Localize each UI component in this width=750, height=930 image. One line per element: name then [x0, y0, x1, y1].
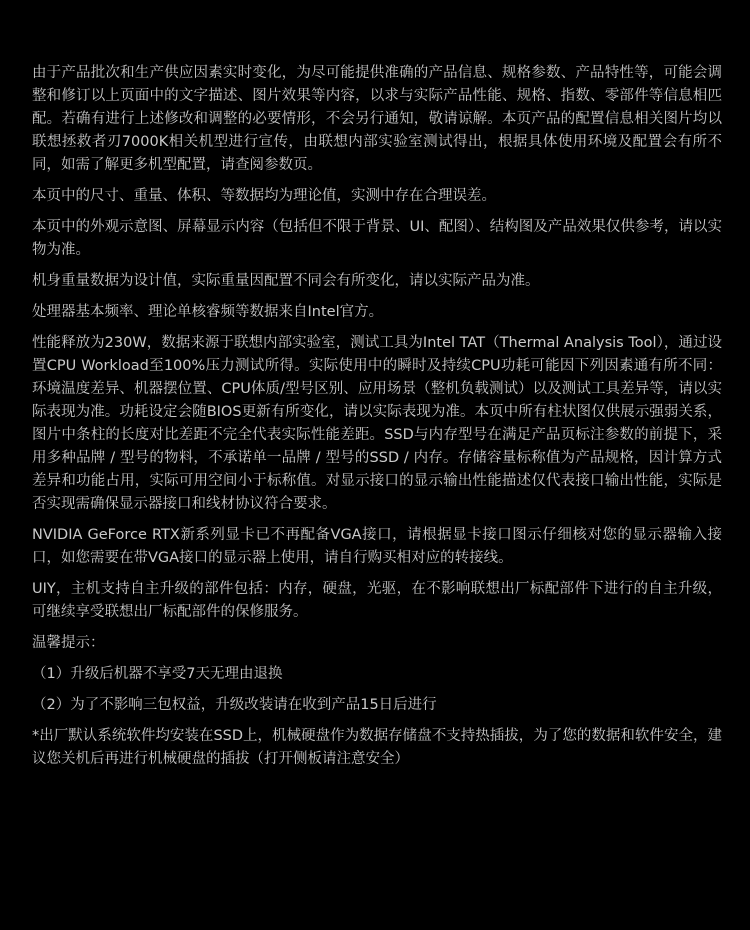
disclaimer-paragraph-appearance: 本页中的外观示意图、屏幕显示内容（包括但不限于背景、UI、配图）、结构图及产品效果仅供参考，请以实物为准。	[32, 219, 722, 258]
tips-heading: 温馨提示：	[32, 635, 105, 651]
disclaimer-paragraph-processor: 处理器基本频率、理论单核睿频等数据来自Intel官方。	[32, 304, 384, 320]
disclaimer-paragraph-weight: 机身重量数据为设计值，实际重量因配置不同会有所变化，请以实际产品为准。	[32, 273, 540, 289]
disclaimer-paragraph-upgrade: UIY，主机支持自主升级的部件包括：内存，硬盘，光驱，在不影响联想出厂标配部件下进行的自主升级，可继续享受联想出厂标配部件的保修服务。	[32, 581, 722, 620]
disclaimer-paragraph-gpu-vga: NVIDIA GeForce RTX新系列显卡已不再配备VGA接口，请根据显卡接口图示仔细核对您的显示器输入接口，如您需要在带VGA接口的显示器上使用，请自行购买相对应的转接线。	[32, 527, 722, 566]
tip-item-1: （1）升级后机器不享受7天无理由退换	[32, 666, 283, 682]
disclaimer-text-block	[32, 62, 722, 779]
disclaimer-paragraph-dimensions: 本页中的尺寸、重量、体积、等数据均为理论值，实测中存在合理误差。	[32, 188, 496, 204]
disclaimer-paragraph-specs-change: 由于产品批次和生产供应因素实时变化，为尽可能提供准确的产品信息、规格参数、产品特性等，可能会调整和修订以上页面中的文字描述、图片效果等内容，以求与实际产品性能、规格、指数、零部件等信息相匹配。若确有进行上述修改和调整的必要情形，不会另行通知，敬请谅解。本页产品的配置信息相关图片均以联想拯救者刃7000K相关机型进行宣传，由联想内部实验室测试得出，根据具体使用环境及配置会有所不同，如需了解更多机型配置，请查阅参数页。	[32, 65, 722, 173]
disclaimer-paragraph-storage-note: *出厂默认系统软件均安装在SSD上，机械硬盘作为数据存储盘不支持热插拔，为了您的数据和软件安全，建议您关机后再进行机械硬盘的插拔（打开侧板请注意安全）	[32, 728, 722, 767]
disclaimer-paragraph-performance: 性能释放为230W，数据来源于联想内部实验室，测试工具为Intel TAT（Thermal Analysis Tool），通过设置CPU Workload至100%压力测试所得。实际使用中的瞬时及持续CPU功耗可能因下列因素通有所不同：环境温度差异、机器摆位置、CPU体质/型号区别、应用场景（整机负载测试）以及测试工具差异等，请以实际表现为准。功耗设定会随BIOS更新有所变化，请以实际表现为准。本页中所有柱状图仅供展示强弱关系，图片中条柱的长度对比差距不完全代表实际性能差距。SSD与内存型号在满足产品页标注参数的前提下，采用多种品牌 / 型号的物料，不承诺单一品牌 / 型号的SSD / 内存。存储容量标称值为产品规格，因计算方式差异和功能占用，实际可用空间小于标称值。对显示接口的显示输出性能描述仅代表接口输出性能，实际是否实现需确保显示器接口和线材协议符合要求。	[32, 335, 722, 512]
tip-item-2: （2）为了不影响三包权益，升级改装请在收到产品15日后进行	[32, 697, 437, 713]
